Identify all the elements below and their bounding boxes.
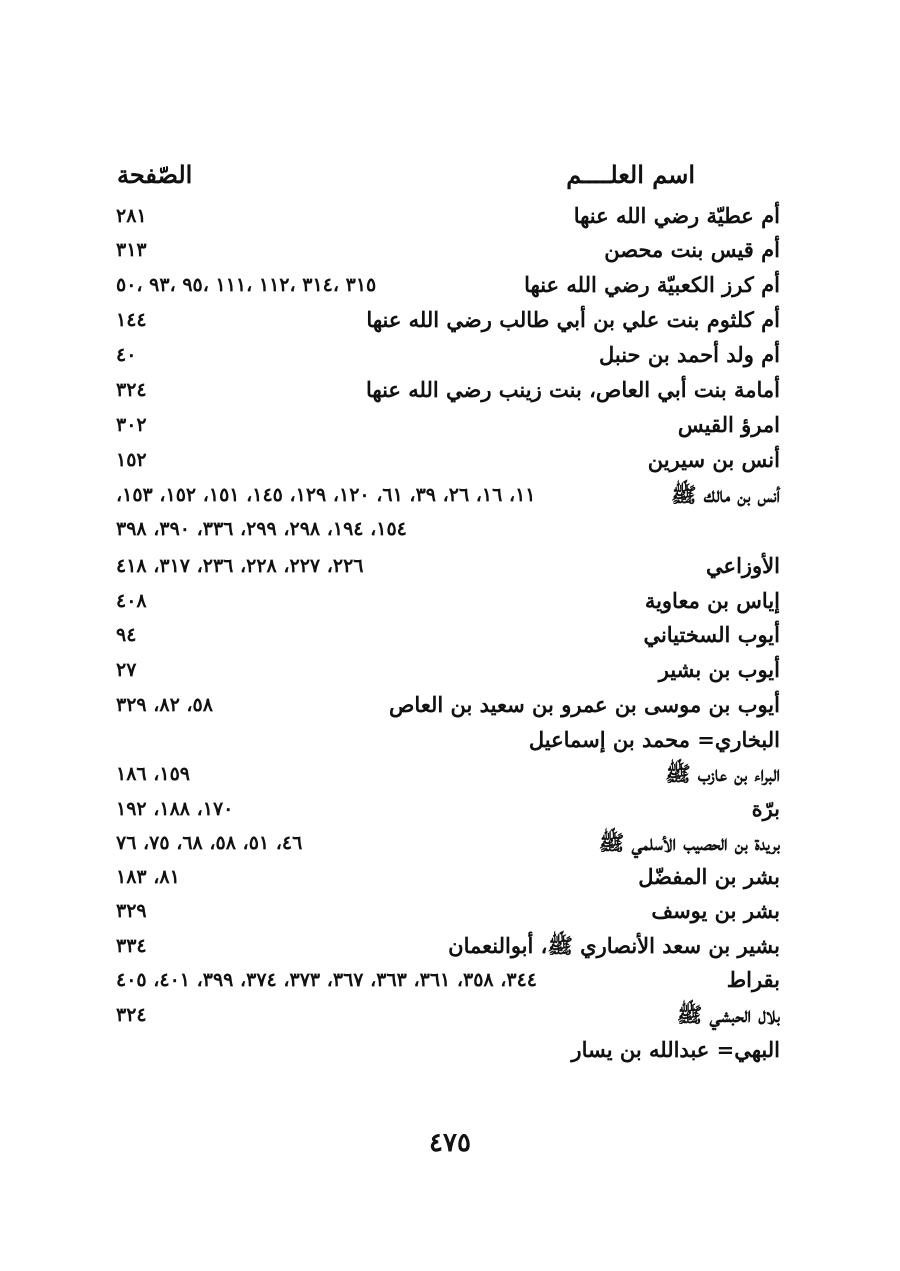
list-item	[110, 723, 780, 757]
entry-name: بشير بن سعد الأنصاري ﷺ، أبوالنعمان	[448, 933, 780, 958]
entry-pages: ٤٠	[116, 344, 137, 366]
entry-name: بريدة بن الحصيب الأسلمي ﷺ	[598, 830, 780, 855]
entry-name: أيوب بن موسى بن عمرو بن سعيد بن العاص	[389, 692, 780, 717]
entry-pages: ٣٢٩	[116, 900, 147, 922]
list-item	[110, 512, 780, 546]
entry-pages: ٢٧	[116, 659, 137, 681]
list-item	[110, 443, 780, 477]
entry-pages: ٣٣٤	[116, 935, 147, 957]
list-item	[110, 199, 780, 233]
entry-name: أيوب بن بشير	[658, 657, 780, 682]
entry-name: البخاري= محمد بن إسماعيل	[528, 727, 780, 752]
entry-name: بشر بن المفضّل	[638, 864, 780, 889]
entry-name: أم قيس بنت محصن	[604, 237, 780, 262]
entry-pages: ١٧٠، ١٨٨، ١٩٢	[116, 798, 234, 820]
list-item	[110, 338, 780, 372]
list-item	[110, 303, 780, 337]
entry-pages: ١٥٩، ١٨٦	[116, 763, 190, 785]
entry-name: برّة	[751, 796, 780, 821]
list-item	[110, 998, 780, 1032]
column-header-name: اسم العلــــم	[566, 160, 695, 189]
entry-name: أنس بن سيرين	[647, 447, 780, 472]
entry-name: أم كرز الكعبيّة رضي الله عنها	[524, 272, 780, 297]
list-item	[110, 408, 780, 442]
list-item	[110, 929, 780, 963]
entry-name: أم عطيّة رضي الله عنها	[573, 203, 780, 228]
entry-pages: ٣٠٢	[116, 414, 147, 436]
entry-name: البهي= عبدالله بن يسار	[571, 1037, 780, 1062]
entry-pages: ٣٢٤	[116, 1004, 147, 1026]
entry-name: أمامة بنت أبي العاص، بنت زينب رضي الله عنها	[365, 377, 780, 402]
entry-pages: ١٤٤	[116, 309, 147, 331]
list-item	[110, 826, 780, 860]
list-item	[110, 757, 780, 791]
entry-name: بلال الحبشي ﷺ	[676, 1002, 780, 1027]
list-item	[110, 860, 780, 894]
entry-name: البراء بن عازب ﷺ	[665, 761, 780, 786]
entry-pages: ٣١٥ ،٣١٤ ،١١٢ ،١١١ ،٩٥ ،٩٣ ،٥٠	[116, 274, 377, 296]
entry-name: أم ولد أحمد بن حنبل	[598, 342, 780, 367]
entry-name: أيوب السختياني	[643, 622, 780, 647]
entry-pages: ٢٢٦، ٢٢٧، ٢٢٨، ٢٣٦، ٣١٧، ٤١٨	[116, 555, 364, 577]
list-item	[110, 963, 780, 997]
list-item	[110, 584, 780, 618]
entry-pages: ٤٠٨	[116, 590, 147, 612]
entry-pages: ٤٦، ٥١، ٥٨، ٦٨، ٧٥، ٧٦	[116, 832, 303, 854]
list-item	[110, 894, 780, 928]
entry-name: إياس بن معاوية	[644, 588, 780, 613]
entry-pages: ٣١٣	[116, 239, 147, 261]
list-item	[110, 549, 780, 583]
list-item	[110, 373, 780, 407]
list-item	[110, 1033, 780, 1067]
entry-pages: ٣٤٤، ٣٥٨، ٣٦١، ٣٦٣، ٣٦٧، ٣٧٣، ٣٧٤، ٣٩٩، ٤٠١، ٤٠٥	[116, 969, 537, 991]
entry-name: امرؤ القيس	[677, 412, 780, 437]
list-item	[110, 268, 780, 302]
list-item	[110, 478, 780, 512]
entry-pages: ٩٤	[116, 624, 137, 646]
entry-name: بشر بن يوسف	[651, 898, 780, 923]
list-item	[110, 688, 780, 722]
page-number: ٤٧٥	[429, 1128, 471, 1158]
entry-pages: ١١، ١٦، ٢٦، ٣٩، ٦١، ١٢٠، ١٢٩، ١٤٥، ١٥١، ١٥٢، ١٥٣،	[116, 484, 536, 506]
list-item	[110, 618, 780, 652]
entry-pages: ٥٨، ٨٢، ٣٢٩	[116, 694, 213, 716]
entry-name: أم كلثوم بنت علي بن أبي طالب رضي الله عنها	[366, 307, 780, 332]
entry-pages: ١٥٤، ١٩٤، ٢٩٨، ٢٩٩، ٣٣٦، ٣٩٠، ٣٩٨	[116, 518, 407, 540]
entry-pages: ٢٨١	[116, 205, 147, 227]
entry-pages: ٨١، ١٨٣	[116, 866, 180, 888]
entry-pages: ١٥٢	[116, 449, 147, 471]
entry-name: بقراط	[726, 967, 780, 992]
list-item	[110, 653, 780, 687]
column-header-page: الصّفحة	[117, 160, 193, 189]
list-item	[110, 233, 780, 267]
entry-name: أنس بن مالك ﷺ	[671, 482, 780, 507]
entry-pages: ٣٢٤	[116, 379, 147, 401]
entry-name: الأوزاعي	[706, 553, 780, 578]
list-item	[110, 792, 780, 826]
